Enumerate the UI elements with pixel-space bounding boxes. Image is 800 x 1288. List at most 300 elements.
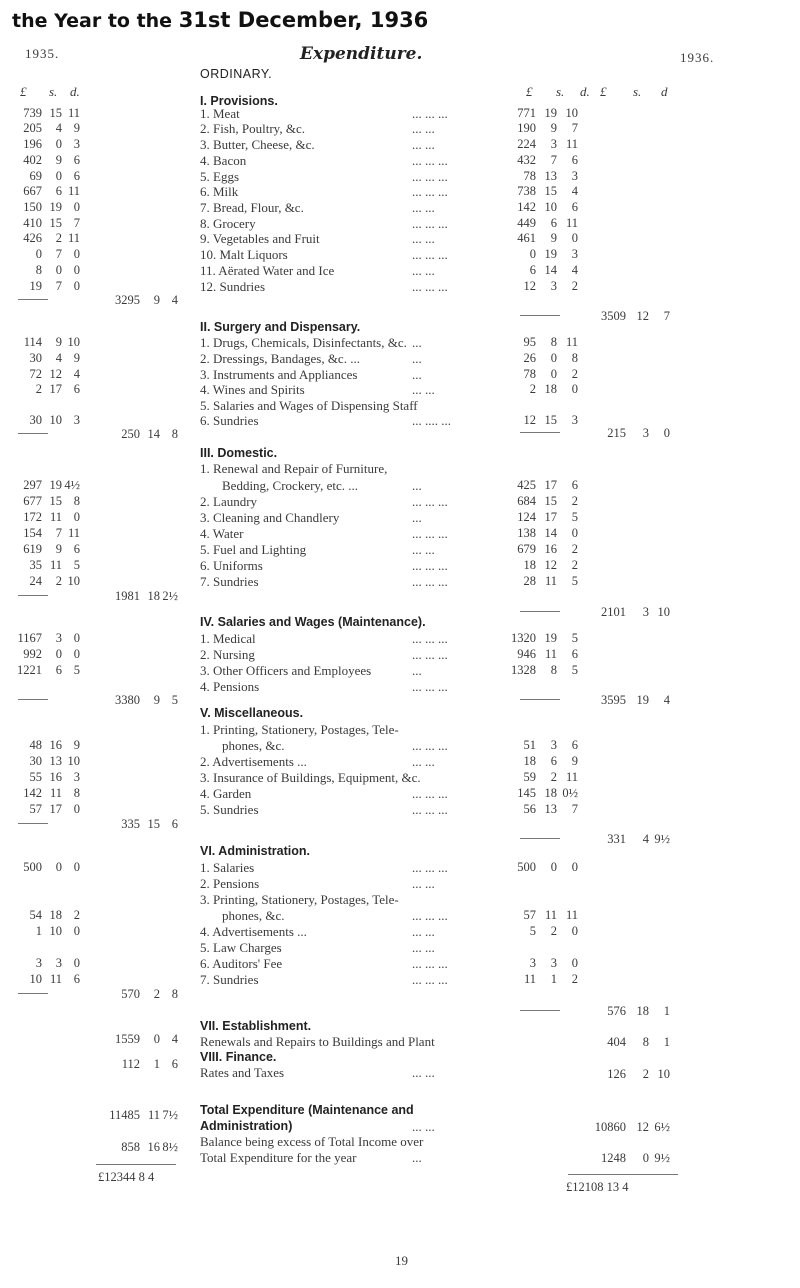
curr-grand-rule [568, 1174, 678, 1175]
curr-pound-header-2: £ [600, 84, 607, 99]
prev-section-total-d: 4 [171, 293, 178, 307]
curr-amount-d: 0 [571, 956, 578, 970]
dot-leader: ... ... ... [412, 526, 448, 541]
dot-leader: ... ... [412, 1065, 435, 1080]
prev-amount-l: 402 [23, 153, 42, 167]
prev-amount-d: 8 [73, 786, 80, 800]
prev-section-total-s: 9 [153, 693, 160, 707]
prev-total-rule [18, 433, 48, 434]
prev-amount-l: 35 [29, 558, 42, 572]
dot-leader: ... ... ... [412, 279, 448, 294]
prev-section-total-d: 4 [171, 1032, 178, 1046]
curr-amount-l: 2 [529, 382, 536, 396]
curr-amount-d: 5 [571, 631, 578, 645]
curr-amount-l: 190 [517, 121, 536, 135]
prev-amount-s: 15 [49, 494, 62, 508]
prev-amount-l: 114 [23, 335, 42, 349]
curr-amount-d: 11 [565, 216, 578, 230]
dot-leader: ... ... [412, 940, 435, 955]
prev-amount-s: 16 [49, 738, 62, 752]
line-item-label: 2. Fish, Poultry, &c. [200, 121, 305, 136]
prev-amount-s: 9 [55, 335, 62, 349]
line-item-label: 4. Garden [200, 786, 252, 801]
curr-amount-s: 16 [544, 542, 557, 556]
prev-amount-s: 11 [49, 972, 62, 986]
prev-total-rule [18, 993, 48, 994]
line-item-label: 5. Fuel and Lighting [200, 542, 307, 557]
curr-amount-l: 461 [517, 231, 536, 245]
prev-amount-l: 410 [23, 216, 42, 230]
curr-amount-s: 18 [544, 382, 557, 396]
prev-balance-d: 8½ [162, 1140, 178, 1154]
line-item-label: 5. Sundries [200, 802, 259, 817]
curr-section-total-d: 10 [657, 1067, 670, 1081]
prev-section-total-l: 3295 [115, 293, 140, 307]
prev-amount-l: 205 [23, 121, 42, 135]
prev-amount-d: 4½ [64, 478, 80, 492]
s2-title: II. Surgery and Dispensary. [200, 320, 361, 334]
prev-amount-l: 19 [29, 279, 42, 293]
prev-amount-d: 5 [73, 558, 80, 572]
dot-leader: ... [412, 478, 422, 493]
prev-amount-d: 4 [73, 367, 80, 381]
prev-section-total-s: 18 [147, 589, 160, 603]
curr-amount-d: 11 [565, 137, 578, 151]
curr-amount-s: 11 [544, 647, 557, 661]
curr-amount-s: 13 [544, 169, 557, 183]
curr-total-rule [520, 1010, 560, 1011]
line-item-label: 7. Bread, Flour, &c. [200, 200, 304, 215]
curr-amount-s: 15 [544, 413, 557, 427]
prev-amount-d: 11 [67, 231, 80, 245]
dot-leader: ... ... ... [412, 738, 448, 753]
prev-section-total-l: 1981 [115, 589, 140, 603]
curr-amount-s: 3 [550, 137, 557, 151]
curr-amount-d: 3 [571, 247, 578, 261]
prev-amount-d: 0 [73, 631, 80, 645]
prev-amount-s: 11 [49, 558, 62, 572]
line-item-label: 3. Printing, Stationery, Postages, Tele- [200, 892, 399, 907]
line-item-label: 6. Milk [200, 184, 239, 199]
prev-amount-l: 24 [29, 574, 42, 588]
dot-leader: ... ... ... [412, 153, 448, 168]
curr-amount-d: 4 [571, 184, 578, 198]
prev-amount-l: 150 [23, 200, 42, 214]
line-item-label: 4. Advertisements ... [200, 924, 307, 939]
prev-amount-s: 7 [55, 247, 62, 261]
line-item-label: 6. Uniforms [200, 558, 263, 573]
line-item-label: 7. Sundries [200, 574, 259, 589]
curr-section-total-d: 9½ [654, 832, 670, 846]
curr-amount-d: 2 [571, 494, 578, 508]
curr-amount-d: 5 [571, 574, 578, 588]
prev-amount-s: 10 [49, 413, 62, 427]
curr-pound-header: £ [526, 84, 533, 99]
prev-amount-s: 6 [55, 184, 62, 198]
s4-title: IV. Salaries and Wages (Maintenance). [200, 615, 426, 629]
dot-leader: ... [412, 663, 422, 678]
prev-amount-s: 19 [49, 478, 62, 492]
curr-section-total-l: 331 [607, 832, 626, 846]
line-item-label: 2. Advertisements ... [200, 754, 307, 769]
curr-total-rule [520, 611, 560, 612]
curr-total-expenditure-l: 10860 [594, 1120, 626, 1134]
curr-amount-l: 138 [517, 526, 536, 540]
dot-leader: ... ... ... [412, 860, 448, 875]
curr-amount-l: 57 [523, 908, 536, 922]
prev-amount-d: 10 [67, 574, 80, 588]
prev-amount-s: 6 [55, 663, 62, 677]
dot-leader: ... ... ... [412, 574, 448, 589]
prev-amount-s: 17 [49, 382, 62, 396]
curr-amount-l: 145 [517, 786, 536, 800]
dot-leader: ... ... ... [412, 956, 448, 971]
curr-total-expenditure-d: 6½ [654, 1120, 670, 1134]
prev-amount-s: 9 [55, 153, 62, 167]
prev-total-rule [18, 595, 48, 596]
curr-amount-s: 2 [550, 770, 557, 784]
line-item-label: 5. Law Charges [200, 940, 282, 955]
curr-amount-l: 679 [517, 542, 536, 556]
prev-amount-d: 8 [73, 494, 80, 508]
curr-amount-s: 8 [550, 335, 557, 349]
dot-leader: ... ... [412, 542, 435, 557]
prev-amount-s: 15 [49, 216, 62, 230]
curr-section-total-s: 3 [642, 605, 649, 619]
prev-amount-l: 30 [29, 351, 42, 365]
prev-amount-l: 677 [23, 494, 42, 508]
prev-amount-s: 10 [49, 924, 62, 938]
curr-section-total-s: 3 [642, 426, 649, 440]
line-item-label: 6. Auditors' Fee [200, 956, 283, 971]
curr-section-total-s: 8 [642, 1035, 649, 1049]
line-item-label: 4. Wines and Spirits [200, 382, 305, 397]
line-item-label: 3. Other Officers and Employees [200, 663, 372, 678]
prev-amount-s: 12 [49, 367, 62, 381]
curr-shilling-header: s. [556, 84, 565, 99]
curr-amount-l: 56 [523, 802, 536, 816]
prev-amount-l: 172 [23, 510, 42, 524]
prev-amount-s: 15 [49, 106, 62, 120]
curr-amount-s: 2 [550, 924, 557, 938]
prev-amount-d: 0 [73, 956, 80, 970]
s8-title: VIII. Finance. [200, 1050, 277, 1064]
total-expenditure-label-2: Administration) [200, 1119, 293, 1133]
curr-amount-l: 3 [529, 956, 536, 970]
prev-section-total-l: 112 [121, 1057, 140, 1071]
prev-amount-l: 30 [29, 413, 42, 427]
curr-section-total-l: 576 [607, 1004, 626, 1018]
curr-amount-d: 6 [571, 647, 578, 661]
curr-amount-l: 51 [523, 738, 536, 752]
curr-amount-d: 2 [571, 279, 578, 293]
curr-amount-s: 0 [550, 367, 557, 381]
curr-grand-total: £12108 13 4 [566, 1180, 629, 1194]
curr-amount-d: 5 [571, 510, 578, 524]
curr-section-total-s: 19 [636, 693, 649, 707]
curr-section-total-l: 3509 [601, 309, 626, 323]
dot-leader: ... ... ... [412, 631, 448, 646]
curr-pence-header-2: d [661, 84, 668, 99]
prev-amount-s: 9 [55, 542, 62, 556]
prev-amount-l: 1 [35, 924, 42, 938]
dot-leader: ... ... [412, 382, 435, 397]
dot-leader: ... ... [412, 231, 435, 246]
prev-section-total-d: 6 [171, 817, 178, 831]
prev-total-expenditure-s: 11 [147, 1108, 160, 1122]
line-item-label: 9. Vegetables and Fruit [200, 231, 320, 246]
curr-amount-s: 3 [550, 956, 557, 970]
prev-amount-d: 0 [73, 279, 80, 293]
curr-amount-s: 19 [544, 631, 557, 645]
prev-amount-d: 3 [73, 770, 80, 784]
curr-section-total-d: 1 [663, 1004, 670, 1018]
curr-balance-s: 0 [642, 1151, 649, 1165]
line-item-label: 11. Aërated Water and Ice [200, 263, 335, 278]
line-item-label: 3. Instruments and Appliances [200, 367, 358, 382]
prev-amount-l: 3 [35, 956, 42, 970]
prev-amount-d: 0 [73, 263, 80, 277]
line-item-label: 1. Medical [200, 631, 256, 646]
curr-amount-l: 78 [523, 367, 536, 381]
prev-amount-l: 992 [23, 647, 42, 661]
s5-title: V. Miscellaneous. [200, 706, 304, 720]
prev-amount-l: 54 [29, 908, 42, 922]
line-item-label: 4. Bacon [200, 153, 247, 168]
prev-amount-s: 2 [55, 574, 62, 588]
curr-amount-d: 2 [571, 558, 578, 572]
curr-amount-d: 11 [565, 770, 578, 784]
curr-amount-l: 224 [517, 137, 536, 151]
prev-section-total-d: 2½ [162, 589, 178, 603]
curr-amount-s: 11 [544, 908, 557, 922]
dot-leader: ... [412, 335, 422, 350]
curr-amount-d: 6 [571, 738, 578, 752]
prev-balance-s: 16 [147, 1140, 160, 1154]
curr-section-total-d: 0 [663, 426, 670, 440]
curr-amount-l: 6 [529, 263, 536, 277]
curr-section-total-d: 7 [663, 309, 670, 323]
curr-amount-s: 3 [550, 738, 557, 752]
prev-amount-l: 196 [23, 137, 42, 151]
curr-amount-l: 5 [529, 924, 536, 938]
prev-amount-d: 5 [73, 663, 80, 677]
ordinary-heading: ORDINARY. [200, 67, 273, 81]
curr-amount-d: 5 [571, 663, 578, 677]
prev-amount-s: 11 [49, 510, 62, 524]
prev-amount-l: 72 [29, 367, 42, 381]
curr-amount-l: 26 [523, 351, 536, 365]
dot-leader: ... ... [412, 754, 435, 769]
curr-amount-s: 9 [550, 121, 557, 135]
curr-amount-l: 0 [529, 247, 536, 261]
prev-total-rule [18, 823, 48, 824]
line-item-label: 2. Dressings, Bandages, &c. ... [200, 351, 360, 366]
s6-title: VI. Administration. [200, 844, 310, 858]
curr-section-total-l: 215 [607, 426, 626, 440]
curr-amount-s: 10 [544, 200, 557, 214]
dot-leader: ... ... ... [412, 647, 448, 662]
curr-amount-d: 8 [571, 351, 578, 365]
prev-amount-s: 4 [55, 121, 62, 135]
prev-amount-d: 0 [73, 200, 80, 214]
balance-label-2: Total Expenditure for the year [200, 1150, 357, 1165]
curr-amount-s: 1 [550, 972, 557, 986]
prev-amount-l: 0 [35, 247, 42, 261]
curr-amount-s: 12 [544, 558, 557, 572]
curr-amount-d: 2 [571, 367, 578, 381]
line-item-label: 1. Meat [200, 106, 240, 121]
prev-amount-d: 0 [73, 924, 80, 938]
curr-amount-d: 0 [571, 382, 578, 396]
curr-amount-l: 771 [517, 106, 536, 120]
prev-amount-d: 6 [73, 153, 80, 167]
line-item-label: 1. Salaries [200, 860, 255, 875]
balance-label: Balance being excess of Total Income over [200, 1134, 424, 1149]
curr-section-total-d: 4 [663, 693, 670, 707]
dot-leader: ... ... ... [412, 216, 448, 231]
curr-amount-s: 19 [544, 247, 557, 261]
dot-leader: ... ... [412, 263, 435, 278]
curr-amount-l: 78 [523, 169, 536, 183]
dot-leader: ... ... [412, 200, 435, 215]
curr-amount-d: 3 [571, 413, 578, 427]
curr-section-total-s: 12 [636, 309, 649, 323]
curr-amount-d: 11 [565, 908, 578, 922]
prev-amount-l: 30 [29, 754, 42, 768]
prev-amount-s: 7 [55, 526, 62, 540]
curr-total-rule [520, 699, 560, 700]
prev-amount-d: 11 [67, 106, 80, 120]
curr-amount-l: 500 [517, 860, 536, 874]
dot-leader: ... ... [412, 876, 435, 891]
line-item-label: phones, &c. [222, 908, 285, 923]
curr-amount-d: 3 [571, 169, 578, 183]
prev-amount-l: 2 [35, 382, 42, 396]
s1-title: I. Provisions. [200, 94, 278, 108]
dot-leader: ... ... ... [412, 106, 448, 121]
curr-amount-s: 13 [544, 802, 557, 816]
prev-amount-s: 19 [49, 200, 62, 214]
prev-amount-d: 9 [73, 121, 80, 135]
curr-amount-s: 6 [550, 754, 557, 768]
line-item-label: Bedding, Crockery, etc. ... [222, 478, 358, 493]
dot-leader: ... ... ... [412, 184, 448, 199]
prev-amount-l: 739 [23, 106, 42, 120]
curr-amount-s: 15 [544, 494, 557, 508]
prev-amount-d: 6 [73, 972, 80, 986]
curr-amount-d: 6 [571, 153, 578, 167]
curr-amount-d: 2 [571, 542, 578, 556]
line-item-label: 6. Sundries [200, 413, 259, 428]
line-item-label: 12. Sundries [200, 279, 265, 294]
prev-amount-l: 667 [23, 184, 42, 198]
prev-amount-d: 10 [67, 335, 80, 349]
prev-amount-s: 4 [55, 351, 62, 365]
curr-total-rule [520, 432, 560, 433]
prev-total-expenditure-d: 7½ [162, 1108, 178, 1122]
prev-amount-d: 6 [73, 542, 80, 556]
curr-amount-s: 11 [544, 574, 557, 588]
line-item-label: 2. Pensions [200, 876, 260, 891]
prev-section-total-s: 2 [153, 987, 160, 1001]
prev-amount-l: 297 [23, 478, 42, 492]
prev-section-total-d: 6 [171, 1057, 178, 1071]
dot-leader: ... ... ... [412, 247, 448, 262]
dot-leader: ... ... [412, 121, 435, 136]
curr-total-expenditure-s: 12 [636, 1120, 649, 1134]
curr-section-total-s: 18 [636, 1004, 649, 1018]
prev-section-total-s: 9 [153, 293, 160, 307]
prev-section-total-s: 0 [153, 1032, 160, 1046]
page-title: Expenditure. [300, 44, 423, 64]
prev-amount-s: 2 [55, 231, 62, 245]
curr-amount-l: 432 [517, 153, 536, 167]
prev-total-rule [18, 699, 48, 700]
line-item-label: 2. Laundry [200, 494, 258, 509]
prev-amount-d: 0 [73, 860, 80, 874]
prev-amount-d: 0 [73, 247, 80, 261]
prev-amount-l: 1221 [17, 663, 42, 677]
curr-amount-d: 11 [565, 335, 578, 349]
curr-amount-d: 0 [571, 924, 578, 938]
dot-leader: ... .... ... [412, 413, 451, 428]
prev-amount-s: 0 [55, 860, 62, 874]
curr-balance-d: 9½ [654, 1151, 670, 1165]
curr-balance-l: 1248 [601, 1151, 626, 1165]
curr-amount-s: 0 [550, 860, 557, 874]
line-item-label: 1. Printing, Stationery, Postages, Tele- [200, 722, 399, 737]
prev-amount-s: 3 [55, 956, 62, 970]
prev-amount-d: 11 [67, 184, 80, 198]
prev-grand-rule [96, 1164, 176, 1165]
prev-amount-l: 154 [23, 526, 42, 540]
prev-amount-l: 500 [23, 860, 42, 874]
curr-amount-l: 28 [523, 574, 536, 588]
curr-section-total-l: 2101 [601, 605, 626, 619]
dot-leader: ... ... [412, 137, 435, 152]
prev-amount-s: 16 [49, 770, 62, 784]
prev-amount-s: 18 [49, 908, 62, 922]
prev-section-total-d: 8 [171, 987, 178, 1001]
prev-section-total-l: 335 [121, 817, 140, 831]
curr-amount-s: 14 [544, 526, 557, 540]
line-item-label: 3. Butter, Cheese, &c. [200, 137, 315, 152]
curr-amount-s: 9 [550, 231, 557, 245]
prev-amount-s: 17 [49, 802, 62, 816]
prev-amount-l: 619 [23, 542, 42, 556]
curr-amount-d: 0 [571, 860, 578, 874]
dot-leader: ... ... [412, 1119, 435, 1134]
curr-amount-l: 59 [523, 770, 536, 784]
curr-amount-d: 6 [571, 200, 578, 214]
curr-amount-d: 7 [571, 121, 578, 135]
dot-leader: ... ... ... [412, 786, 448, 801]
dot-leader: ... ... [412, 924, 435, 939]
prev-section-total-l: 250 [121, 427, 140, 441]
curr-amount-s: 17 [544, 510, 557, 524]
line-item-label: Renewals and Repairs to Buildings and Plant [200, 1034, 435, 1049]
prev-amount-d: 6 [73, 382, 80, 396]
curr-amount-l: 738 [517, 184, 536, 198]
page-number: 19 [395, 1253, 408, 1268]
prev-amount-d: 9 [73, 738, 80, 752]
header-date: 31st December, 1936 [178, 8, 429, 32]
s7-title: VII. Establishment. [200, 1019, 312, 1033]
line-item-label: 7. Sundries [200, 972, 259, 987]
dot-leader: ... ... ... [412, 494, 448, 509]
prev-amount-l: 10 [29, 972, 42, 986]
